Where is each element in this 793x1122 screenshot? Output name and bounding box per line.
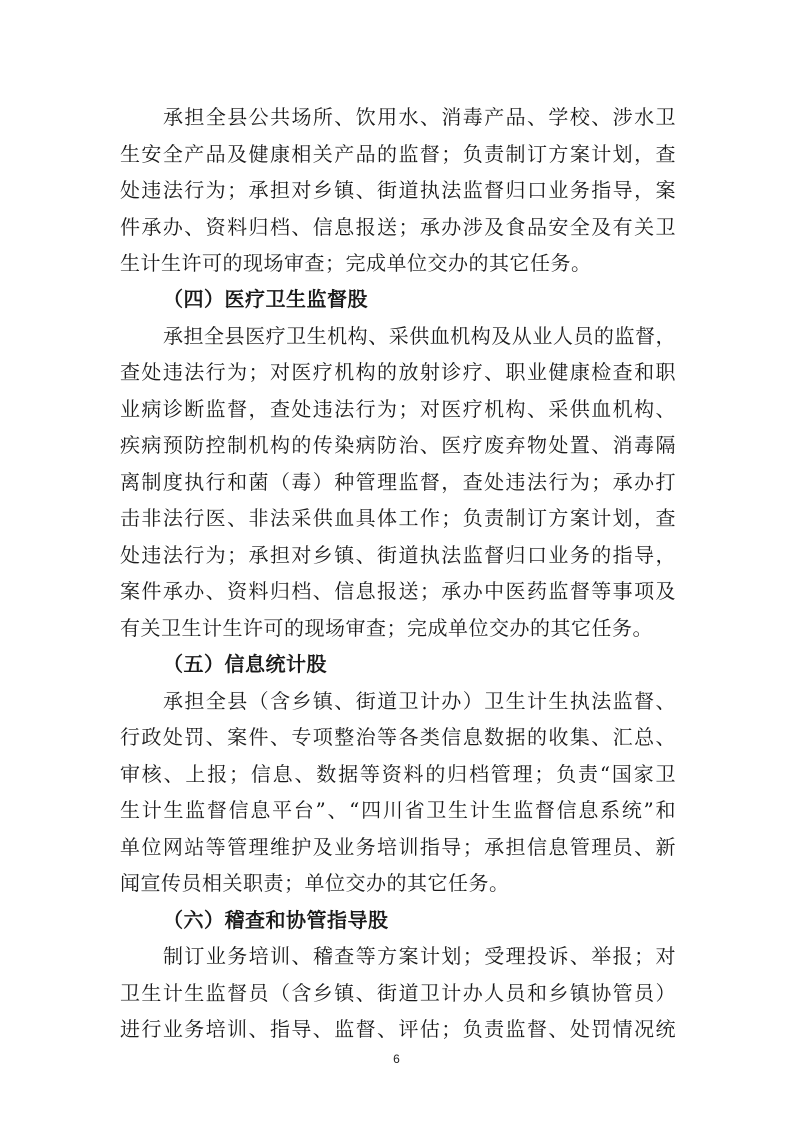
section-heading: （四）医疗卫生监督股 xyxy=(163,287,368,311)
paragraph-line: 闻宣传员相关职责；单位交办的其它任务。 xyxy=(120,871,510,895)
paragraph-line: 案件承办、资料归档、信息报送；承办中医药监督等事项及 xyxy=(120,579,676,603)
paragraph-line: 处违法行为；承担对乡镇、街道执法监督归口业务指导，案 xyxy=(120,178,676,202)
paragraph-line: 行政处罚、案件、专项整治等各类信息数据的收集、汇总、 xyxy=(120,725,676,749)
paragraph-line: 生计生监督信息平台”、“四川省卫生计生监督信息系统”和 xyxy=(120,798,676,822)
paragraph-line: 审核、上报；信息、数据等资料的归档管理；负责“国家卫 xyxy=(120,762,676,786)
paragraph-line: 击非法行医、非法采供血具体工作；负责制订方案计划，查 xyxy=(120,506,676,530)
paragraph-line: 承担全县公共场所、饮用水、消毒产品、学校、涉水卫 xyxy=(163,105,676,129)
paragraph-line: 有关卫生计生许可的现场审查；完成单位交办的其它任务。 xyxy=(120,616,653,640)
paragraph-line: 查处违法行为；对医疗机构的放射诊疗、职业健康检查和职 xyxy=(120,360,676,384)
paragraph-line: 疾病预防控制机构的传染病防治、医疗废弃物处置、消毒隔 xyxy=(120,433,676,457)
paragraph-line: 业病诊断监督，查处违法行为；对医疗机构、采供血机构、 xyxy=(120,397,676,421)
paragraph-line: 卫生计生监督员（含乡镇、街道卫计办人员和乡镇协管员） xyxy=(120,981,676,1005)
paragraph-line: 生计生许可的现场审查；完成单位交办的其它任务。 xyxy=(120,251,592,275)
paragraph-line: 承担全县医疗卫生机构、采供血机构及从业人员的监督， xyxy=(163,324,676,348)
paragraph-line: 离制度执行和菌（毒）种管理监督，查处违法行为；承办打 xyxy=(120,470,676,494)
paragraph-line: 生安全产品及健康相关产品的监督；负责制订方案计划，查 xyxy=(120,142,676,166)
paragraph-line: 承担全县（含乡镇、街道卫计办）卫生计生执法监督、 xyxy=(163,689,676,713)
paragraph-line: 进行业务培训、指导、监督、评估；负责监督、处罚情况统 xyxy=(120,1017,676,1041)
paragraph-line: 件承办、资料归档、信息报送；承办涉及食品安全及有关卫 xyxy=(120,215,676,239)
page-number: 6 xyxy=(393,1052,400,1066)
paragraph-line: 制订业务培训、稽查等方案计划；受理投诉、举报；对 xyxy=(163,944,676,968)
section-heading: （五）信息统计股 xyxy=(163,652,327,676)
paragraph-line: 处违法行为；承担对乡镇、街道执法监督归口业务的指导， xyxy=(120,543,676,567)
section-heading: （六）稽查和协管指导股 xyxy=(163,908,389,932)
paragraph-line: 单位网站等管理维护及业务培训指导；承担信息管理员、新 xyxy=(120,835,676,859)
